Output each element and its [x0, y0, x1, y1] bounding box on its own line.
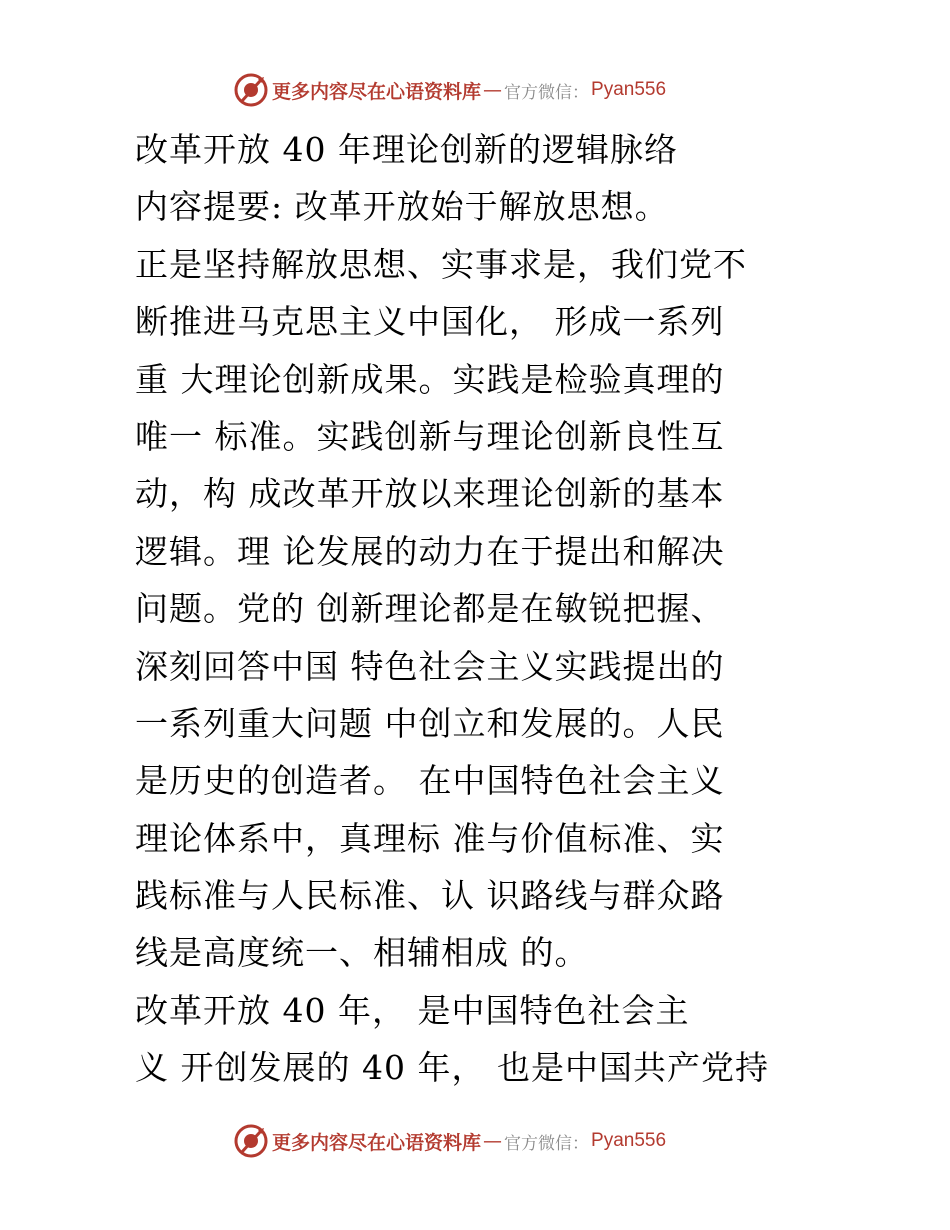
- watermark-text: 更多内容尽在心语资料库: [272, 80, 482, 103]
- watermark-separator: —: [483, 1130, 503, 1152]
- document-body: [135, 121, 835, 1097]
- text-line: 重 大理论创新成果。实践是检验真理的: [135, 359, 725, 399]
- text-line: 线是高度统一、相辅相成 的。: [135, 933, 589, 973]
- text-line: 逻辑。理 论发展的动力在于提出和解决: [135, 531, 725, 571]
- watermark-separator: —: [483, 79, 503, 101]
- brush-logo-icon: [234, 1124, 268, 1158]
- text-line: 理论体系中，真理标 准与价值标准、实: [135, 818, 725, 858]
- text-line: 深刻回答中国 特色社会主义实践提出的: [135, 646, 725, 686]
- text-line: 断推进马克思主义中国化， 形成一系列: [135, 302, 725, 342]
- watermark-official: 官方微信：: [504, 1133, 590, 1154]
- watermark-header: [234, 72, 666, 108]
- text-line: 内容提要: 改革开放始于解放思想。: [135, 187, 669, 227]
- watermark-account: Pyan556: [591, 79, 667, 100]
- watermark-footer: [234, 1123, 666, 1159]
- watermark-official: 官方微信：: [504, 82, 590, 103]
- text-line: 一系列重大问题 中创立和发展的。人民: [135, 703, 725, 743]
- text-line: 唯一 标准。实践创新与理论创新良性互: [135, 416, 725, 456]
- document-title: 改革开放 40 年理论创新的逻辑脉络: [135, 130, 678, 169]
- text-line: 践标准与人民标准、认 识路线与群众路: [135, 876, 725, 916]
- text-line: 是历史的创造者。 在中国特色社会主义: [135, 761, 725, 801]
- text-line: 义 开创发展的 40 年， 也是中国共产党持: [135, 1048, 769, 1088]
- watermark-text: 更多内容尽在心语资料库: [272, 1131, 482, 1154]
- brush-logo-icon: [234, 73, 268, 107]
- text-line: 动，构 成改革开放以来理论创新的基本: [135, 474, 725, 514]
- text-line: 问题。党的 创新理论都是在敏锐把握、: [135, 589, 725, 629]
- watermark-account: Pyan556: [591, 1130, 667, 1151]
- text-line: 改革开放 40 年， 是中国特色社会主: [135, 990, 690, 1030]
- text-line: 正是坚持解放思想、实事求是，我们党不: [135, 244, 747, 284]
